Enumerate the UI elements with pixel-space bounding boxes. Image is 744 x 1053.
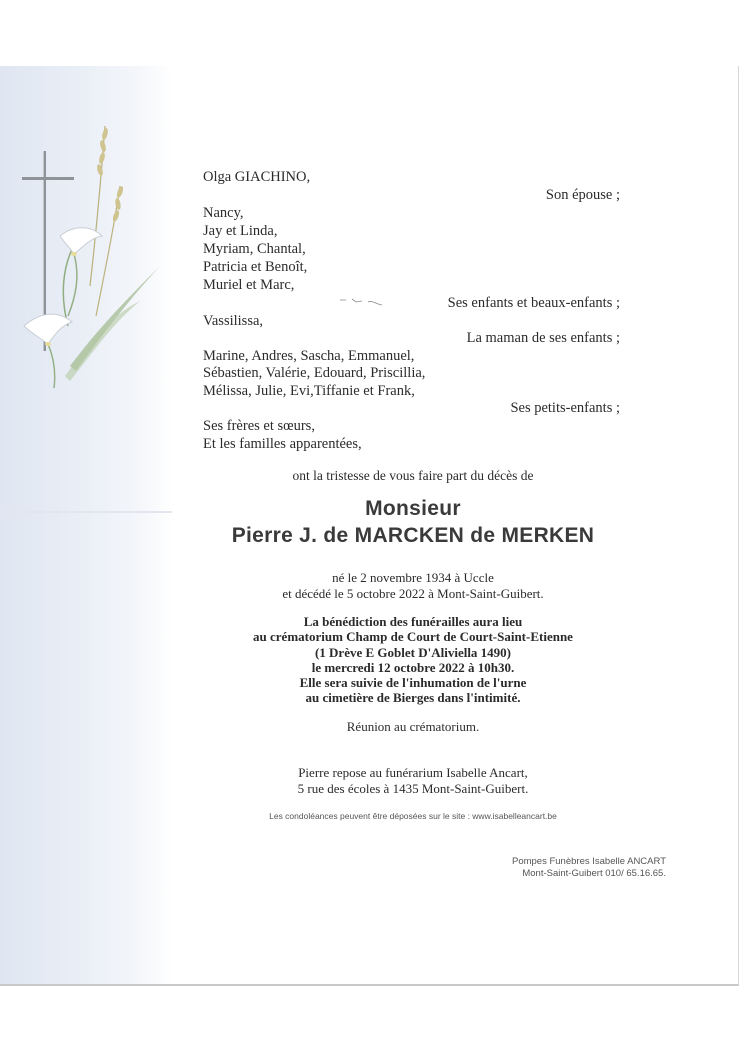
spouse-name: Olga GIACHINO,: [203, 169, 311, 185]
ceremony-line-3: (1 Drève E Goblet D'Aliviella 1490): [314, 645, 512, 660]
grandchildren-role: Ses petits-enfants ;: [510, 400, 620, 416]
ceremony-line-2: au crématorium Champ de Court de Court-Saint-Etienne: [253, 629, 573, 644]
announcement-intro: ont la tristesse de vous faire part du décès de: [292, 468, 534, 483]
birth-info: né le 2 novembre 1934 à Uccle: [332, 570, 494, 585]
child-2: Jay et Linda,: [203, 223, 278, 239]
ceremony-line-4: le mercredi 12 octobre 2022 à 10h30.: [311, 660, 515, 675]
relatives: Et les familles apparentées,: [203, 436, 362, 452]
child-1: Nancy,: [203, 205, 244, 221]
condolences-note: Les condoléances peuvent être déposées sur le site : www.isabelleancart.be: [269, 811, 557, 821]
child-5: Muriel et Marc,: [203, 277, 295, 293]
deceased-name: Pierre J. de MARCKEN de MERKEN: [231, 524, 595, 547]
mother-of-children: Vassilissa,: [203, 313, 264, 329]
grandchildren-2: Sébastien, Valérie, Edouard, Priscillia,: [203, 365, 426, 381]
children-role: Ses enfants et beaux-enfants ;: [447, 295, 620, 311]
ceremony-line-6: au cimetière de Bierges dans l'intimité.: [305, 690, 521, 705]
death-info: et décédé le 5 octobre 2022 à Mont-Saint-Guibert.: [282, 586, 544, 601]
mother-role: La maman de ses enfants ;: [466, 330, 620, 346]
pen-mark-icon: [338, 294, 388, 310]
funeral-home-address: Mont-Saint-Guibert 010/ 65.16.65.: [522, 868, 666, 879]
reunion-note: Réunion au crématorium.: [346, 719, 480, 734]
repose-line-1: Pierre repose au funérarium Isabelle Ancart,: [298, 765, 528, 780]
ceremony-line-1: La bénédiction des funérailles aura lieu: [303, 614, 523, 629]
ceremony-line-5: Elle sera suivie de l'inhumation de l'urne: [299, 675, 527, 690]
grandchildren-3: Mélissa, Julie, Evi,Tiffanie et Frank,: [203, 383, 415, 399]
repose-line-2: 5 rue des écoles à 1435 Mont-Saint-Guibert.: [297, 781, 529, 796]
grandchildren-1: Marine, Andres, Sascha, Emmanuel,: [203, 348, 415, 364]
siblings: Ses frères et sœurs,: [203, 418, 315, 434]
funeral-home-name: Pompes Funèbres Isabelle ANCART: [511, 856, 666, 867]
child-4: Patricia et Benoît,: [203, 259, 308, 275]
child-3: Myriam, Chantal,: [203, 241, 306, 257]
honorific-title: Monsieur: [365, 497, 461, 520]
cross-lilies-wheat-icon: [10, 126, 170, 416]
spouse-role: Son épouse ;: [545, 187, 620, 203]
